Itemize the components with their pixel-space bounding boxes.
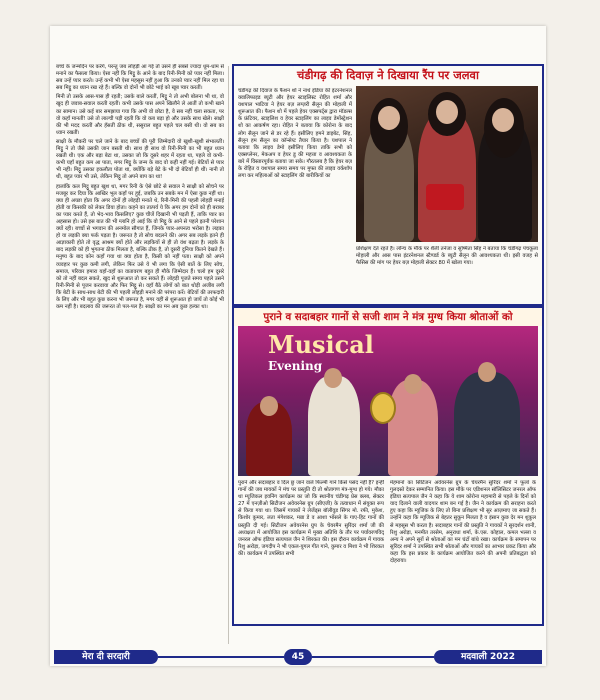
issue-label: मदवाली 2022	[434, 650, 542, 664]
footer-rule	[158, 656, 284, 658]
article-musical-evening	[232, 306, 544, 626]
page-number: 45	[284, 649, 312, 665]
photo-award-ceremony	[238, 326, 538, 476]
face	[492, 108, 514, 132]
banner-title: Musical	[268, 330, 374, 359]
headline: पुराने व सदाबहार गानों से सजी शाम ने मंत्र मुग्ध किया श्रोताओं को	[234, 308, 542, 326]
face	[324, 368, 342, 388]
paragraph: हालांकि कल मिट्ठू बहुत खुश था, मगर रिनी के ऐसे छोटे से सवाल ने साक्षी को सोचने पर मजबूर कर दिया कि आखिर भूल कहाँ पर हुई, जबकि उन सबके मन में ऐसा कुछ नहीं था। क्या ही अच्छा होता कि अगर दोनों ही लोहड़ी मनाते थे, रिनी-मिनी की पहली लोहड़ी मनाई होती या किसकी को लेकर डिया होता। कहने का तात्पर्य ये कि अगर हम दोनों को ही बराबर का प्यार करते हैं, तो भेद-भाव किसलिए? कुछ चीजें दिखानी भी पड़ती हैं, ताकि प्यार का अहसास हो। उसे इस बात की भी ग्लानि हो आई कि वो मिट्ठू के आने से पहले इतनी परेशान क्यों रही। बच्चों से भगवान की अनमोल सौगात हैं, जिनके प्यार-अपनत्व भरोसा है। लड़का हो या लड़की क्या फर्क पड़ता है। जरूरत है तो सोच बदलने की। अगर सब लड़के इतने ही आज्ञाकारी होते तो वृद्ध आश्रम क्यों होते और लड़कियों से ही तो वंश बढ़ता है। लड़के के बाद लड़की को ही भुगतना ठीक मिलता है, बल्कि ठीक है, तो दूसरी दुनिया कितने देखते हैं। मनुष्य के बाद कोन कहाँ गया था क्या होता है, किसी को नहीं पता। साक्षी को अपने व्यवहार पर कुछ कमी लगी, लेकिन फिर उसे ये भी लगा कि ऐसी बातें के लिए सोच, समाज, परिवार हमारा यहाँ-वहाँ का वातावरण बहुत ही मौके जिम्मेदार हैं। चलो हम दूसरे को तो नहीं बदल सकते, खुद से शुरूआत तो कर सकते हैं। लोहड़ी पूजते समय पहले उसने रिनी-मिनी से पूजन करवाया और फिर मिट्ठू से। वहाँ बैठे लोगों को बात थोड़ी अजीब लगी कि बेटी के साथ-साथ बेटी की भी पहली लोहड़ी मनाने की परंपरा करें। बेटियों की तरफदारी के लिए और भी बहुत कुछ करना भी जरूरत है, मगर यहीं से शुरूआत हो जायें तो कोई भी कम नहीं है। बदलाव की जरूरत तो पल-पल है। साक्षी का मन अब कुछ हल्का था।	[56, 183, 224, 311]
paragraph: साक्षी के मौकरी पर चले जाने के बाद बच्चों की पूरी जिम्मेदारी वो खुशी-खुशी संभालतीं। मिट्ठू ने तो जैसे उसकी जान बसती थी। साथ ही साथ वो रिनी-मिनी का भी बहुत ध्यान रखती थी। एक और बड़ा बेटा था, उसका जो कि दूसरे शहर में रहता था, पहले वो कभी-कभी यहाँ बहुत कम आ पाता, मगर मिट्ठू के जन्म के बाद वो कहीं नहीं गई। बेटियों से प्यार भी नहीं। मिट्ठू उसका इकलौता पोता था, क्योंकि बड़े बेटे के भी दो बेटियाँ ही थीं। नानी तो थी, बहुत प्यार भी उसे, लेकिन मिट्ठू तो अपने बाप का था!	[56, 138, 224, 181]
face	[404, 374, 422, 394]
article-body: पुराने और सदाबहार व दिल छू जाने वाले फिल्मी गाने किसे पसंद नहीं हैं? इन्हीं गानों की जब मायकों ने मंच पर प्रस्तुति दी तो श्रोतागण मंत्र-मुग्ध हो गये। मौका था म्यूजिकल इवनिंग कार्यक्रम का जो कि स्थानीय चंडीगढ़ प्रेस क्लब, सेक्टर 27 में एनज़ीओ सिटीजन अवेयरनेस ग्रुप (सीएजी) के तत्वाधान में संयुक्त रूप से किया गया था। जिसमें गायकों ने लेजेंड्स बॉलीवुड सिंगर मो. रफी, मुकेश, किशोर कुमार, लता मंगेशकर, मन्ना डे व आशा भोंसले के गाए-हिट गानों की प्रस्तुति दी गई। सिटीजन अवेयरनेस ग्रुप के चेयरमैन सुरिंदर शर्मा जी की अध्यक्षता में आयोजित इस कार्यक्रम में मुख्य अतिथि के तौर पर पर्यावरणविद् जनरल ऑफ इंडिया सत्यपाल जैन ने शिरकत की। इस दौरान कार्यक्रम में गायक रिशु अरोड़ा, जगदीप ने भी एकल-युगल गीत गाने, कुमार व मिशा ने भी शिरकत की। कार्यक्रम में उपस्थित सभी	[238, 480, 384, 557]
banner-subtitle: Evening	[268, 359, 323, 373]
article-body-continued: प्रशिक्षण देते रहते हैं। लॉन्च के मौके पर शैली तनेजा व सुष्मिता सिंह ने बताया कि चंडीगढ़ पंचकूला मोहाली और आस पास इंटरनेशनल स्टैण्डर्ड के ब्यूटी सैलून की आवश्यकता थी। इसी वजह से फैसिस की मांग पर हेयर बज़ मोहाली सेक्टर 80 में खोला गया।	[356, 246, 538, 267]
face	[436, 100, 458, 124]
column-divider	[228, 66, 229, 644]
magazine-name: मेरा दी सरदारी	[54, 650, 158, 664]
bouquet-shape	[426, 184, 464, 210]
article-body-continued: मेहमानों का सिटिजन अवेयरनेस ग्रुप के चेयरमैन सुरिंदर शर्मा ने फूलों के गुलदस्ते देकर सम्मानित किया। इस मौके पर एडिशनल सॉलिसिटर जनरल ऑफ इंडिया सत्यपाल जैन ने कहा कि ये शाम कोरोना महामारी से पहले के दिनों को याद दिलाने वाली यादगार शाम बन गई है। जैन ने कार्यक्रम की सराहना करते हुए कहा कि म्यूजिक के लिए तो बिना प्रशिक्षण भी सुर आज़माए जा सकते हैं। उन्होंने कहा कि म्यूजिक से बेहतर सुकून मिलता है व इंसान कुछ देर मन शुकूल से महसूस भी करता है। सदाबहार गानों की प्रस्तुति ने गायकों ने सुरदर्शन शानी, रिशु अरोड़ा, मनमीत तरसेम, अनुराधा शर्मा, के.एस. कोहाल, कमल भल्ला व अन्य ने अपने सुरों से श्रोताओं का मन घंटों बांधे रखा। कार्यक्रम के समापन पर सुरिंदर शर्मा ने उपस्थित सभी श्रोताओं और गायकों का आभार प्रकट किया और कहा कि इस प्रकार के कार्यक्रम आयोजित करने की अपनी प्रतिबद्धता को दोहराया।	[390, 480, 536, 565]
article-fashion-show	[232, 64, 544, 306]
award-plaque	[370, 392, 396, 424]
photo-three-women	[356, 86, 538, 242]
headline: चंडीगढ़ की दिवाज़ ने दिखाया रैंप पर जलवा	[297, 68, 479, 82]
footer-rule	[312, 656, 434, 658]
paragraph: मिनी तो उसके आस-पास ही रहती; उसके बाले करतीं, मिट्ठू ने तो अभी बोलना भी था, वो खुद ही जवाब-सवाल करती रहतीं। कभी उसके पास अपने खिलौने ले आतीं तो कभी खाने का सामान। उसे कई बार समझाया गया कि अभी वो छोटा है, वे सब नहीं चला सकता, पर वो कहाँ मानतीं! उसे तो लाल्ची पड़ी रहती कि वो कब बड़ा हो और उसके साथ खेले। साक्षी की भी मदद करतीं और हँसतीं ठीक थी, ससुराल बहुत पहले चल बसी थी। वो सब का ध्यान रखतीं।	[56, 94, 224, 136]
left-text-column	[56, 64, 224, 646]
face	[378, 106, 400, 130]
page-footer	[50, 646, 546, 666]
person	[388, 380, 438, 476]
person	[308, 376, 360, 476]
face	[260, 396, 278, 416]
magazine-page	[50, 26, 546, 666]
person	[454, 372, 520, 476]
paragraph: बच्चे के जन्मदिन पर करेंगे, परन्तु जब लोहड़ी आ गई तो उसने ही सबसे ज्यादा धूम-धाम से मनाने का फैसला किया। ऐसा नहीं कि मिट्ठू के आने के बाद रिनी-मिनी को प्यार नहीं मिला। सब उन्हें प्यार करते। उन्हें कभी भी ऐसा महसूस नहीं हुआ कि उनको प्यार नहीं मिल रहा या सब मिट्ठू का ध्यान रख रहे हैं। बल्कि वो दोनों भी छोटे भाई को खूब प्यार करतीं।	[56, 64, 224, 92]
face	[478, 362, 496, 382]
event-banner	[268, 330, 438, 373]
article-body: चंडीगढ़ की दिवाज के फैशन शो ने नार्थ इंडिया की इंटरनेशनल क्वालिफाइड ब्यूटी और हेयर स्टाइलिस्ट रोहित शर्मा और यशपाल भाटिया ने हेयर बज़ लग्ज़री सैलून की मोहाली में शुरूआत की। फैशन शो में पहले हेयर एक्सपर्ट्स द्वारा मॉडल्स के फ्रंटियर, स्टाइलिश व हेयर स्टाइलिंग का लाइव डेमोंस्ट्रेशन शो का आकर्षण रहा। रोहित ने बताया कि कोरोना के बाद लोग सैलून जाने से डर रहे हैं। इसीलिए हमने डाइबेट, सिंह, सैलून हम सैलून का कॉन्सेप्ट तैयार किया है। यशपाल ने बताया कि लाइव डेमो इसीलिए किया ताकि सभी को एक्सप्लेनर, मेकअप व हेयर डू की महत्ता व आवश्यकता के बारे में विस्तारपूर्वक बताया जा सके। गौरतलब है कि हेयर बज़ के रोहित व यशपाल समय समय पर मुफ्त की लाइव वर्कशॉप लगा कर महिलाओं को स्टाइलिंग की बारीकियों का	[238, 88, 352, 180]
